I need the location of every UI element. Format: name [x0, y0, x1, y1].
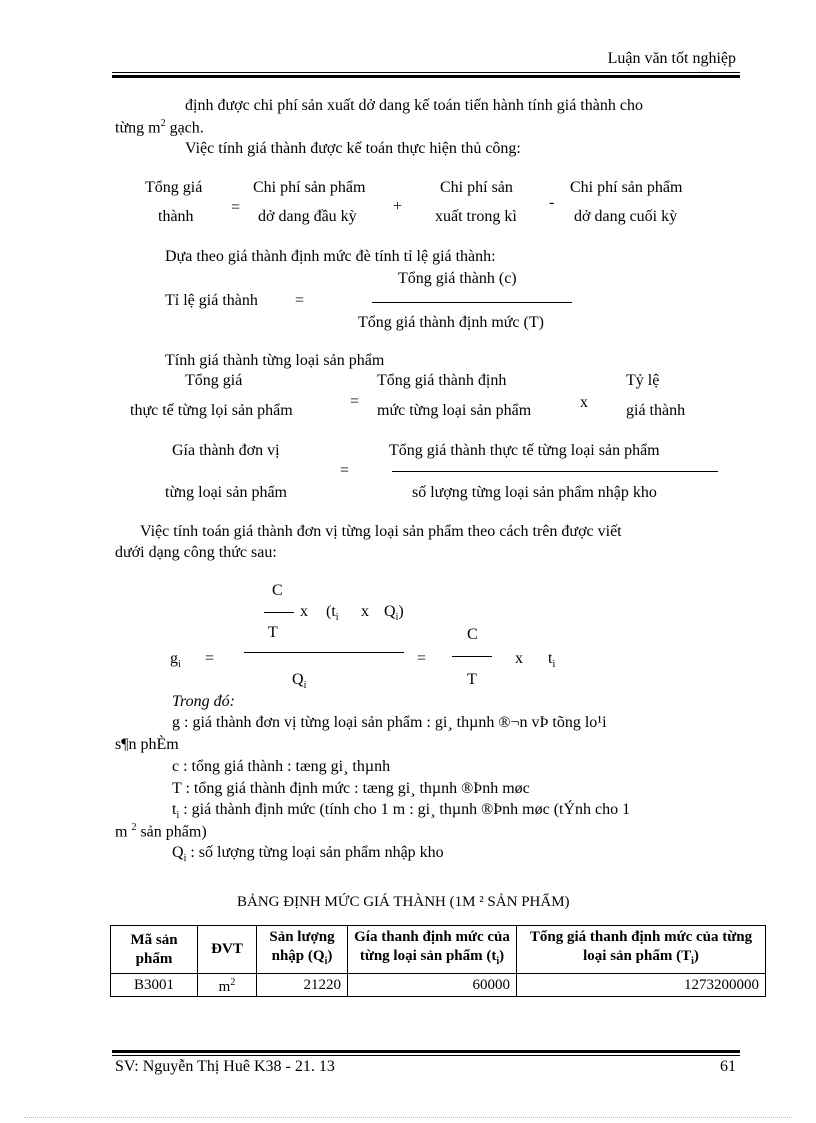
f5-small-fraction-line: [264, 612, 294, 613]
f2-equals: =: [295, 292, 305, 309]
f3-term-a2: thực tế từng lọi sản phẩm: [130, 402, 293, 419]
f1-term-d1: Chi phí sản phẩm: [570, 179, 683, 196]
f5-C-right: C: [467, 626, 478, 643]
f3-times: x: [580, 394, 588, 411]
f2-intro: Dựa theo giá thành định mức đè tính tỉ lệ giá thành:: [165, 248, 496, 265]
f3-term-b1: Tổng giá thành định: [377, 372, 507, 389]
f5-equals-1: =: [205, 650, 215, 667]
f3-term-a1: Tổng giá: [185, 372, 243, 389]
f1-term-d2: dở dang cuối kỳ: [574, 208, 678, 225]
cell-code: B3001: [111, 974, 198, 997]
f2-left: Tỉ lệ giá thành: [165, 292, 258, 309]
f5-times-1: x: [300, 603, 308, 620]
para-line-2: dưới dạng công thức sau:: [115, 544, 277, 561]
page-bottom-divider: [24, 1117, 792, 1118]
footer-author: SV: Nguyễn Thị Huê K38 - 21. 13: [115, 1058, 335, 1075]
f5-paren-t: ($t_i$: [326, 603, 339, 624]
f4-denominator: số lượng từng loại sản phẩm nhập kho: [412, 484, 657, 501]
cell-unit-norm-cost: 60000: [348, 974, 517, 997]
f2-denominator: Tổng giá thành định mức (T): [358, 314, 544, 331]
f1-term-c2: xuất trong kì: [435, 208, 517, 225]
f2-fraction-line: [372, 302, 572, 303]
f1-term-c1: Chi phí sản: [440, 179, 513, 196]
header-rule-thin: [112, 72, 740, 73]
intro-line-2: từng $m^2$ gạch.: [115, 118, 204, 137]
f4-term-a2: từng loại sản phẩm: [165, 484, 287, 501]
f5-times-3: x: [515, 650, 523, 667]
f3-term-c1: Tỷ lệ: [626, 372, 660, 389]
f3-intro: Tính giá thành từng loại sản phẩm: [165, 352, 385, 369]
f4-numerator: Tổng giá thành thực tế từng loại sản phẩm: [389, 442, 660, 459]
f5-C-top: C: [272, 582, 283, 599]
para-line-1: Việc tính toán giá thành đơn vị từng loại sản phẩm theo cách trên được viết: [140, 523, 622, 540]
intro-line-3: Việc tính giá thành được kế toán thực hiện thủ công:: [185, 140, 521, 157]
f5-right-fraction-line: [452, 656, 492, 657]
legend-title: Trong đó:: [172, 693, 235, 710]
f2-numerator: Tổng giá thành (c): [398, 270, 517, 287]
legend-g-line-2: s¶n phÈm: [115, 736, 179, 753]
f3-equals: =: [350, 393, 360, 410]
col-quantity: Sản lượng nhập $(Q_i)$: [257, 926, 348, 974]
col-unit-norm-cost: Gía thanh định mức của từng loại sản phẩm $(t_i)$: [348, 926, 517, 974]
header-rule-thick: [112, 75, 740, 78]
legend-t-line-1: $t_i$ : giá thành định mức (tính cho 1 m : gi¸ thµnh ®Þnh møc (tÝnh cho 1: [172, 801, 631, 822]
f1-term-a1: Tổng giá: [145, 179, 203, 196]
legend-g-line-1: g : giá thành đơn vị từng loại sản phẩm : gi¸ thµnh ®¬n vÞ tõng lo¹i: [172, 714, 607, 731]
f4-term-a1: Gía thành đơn vị: [172, 442, 280, 459]
f1-minus: -: [549, 194, 555, 211]
f5-t: $t_i$: [548, 650, 556, 671]
f4-fraction-line: [392, 471, 718, 472]
legend-Q: $Q_i$ : số lượng từng loại sản phẩm nhập kho: [172, 844, 444, 865]
f1-term-b1: Chi phí sản phẩm: [253, 179, 366, 196]
legend-T: T : tổng giá thành định mức : tæng gi¸ thµnh ®Þnh møc: [172, 780, 530, 797]
f5-main-fraction-line: [244, 652, 404, 653]
table-row: [111, 974, 766, 997]
legend-t-line-2: m $^2$ sản phẩm): [115, 822, 207, 841]
f5-times-2: x: [361, 603, 369, 620]
table-header-row: [111, 926, 766, 974]
f4-equals: =: [340, 462, 350, 479]
f5-equals-2: =: [417, 650, 427, 667]
footer-rule-thin: [112, 1055, 740, 1056]
cell-quantity: 21220: [257, 974, 348, 997]
table-caption: BẢNG ĐỊNH MỨC GIÁ THÀNH (1M ² SẢN PHẨM): [237, 894, 570, 910]
f3-term-c2: giá thành: [626, 402, 686, 419]
f5-T-top: T: [268, 624, 278, 641]
f5-Q-bottom: $Q_i$: [292, 671, 307, 692]
cell-unit: $m^2$: [198, 974, 257, 997]
f5-g: $g_i$: [170, 650, 181, 671]
header-title: Luận văn tốt nghiệp: [607, 50, 736, 67]
col-unit: ĐVT: [198, 926, 257, 974]
f1-term-b2: dở dang đầu kỳ: [258, 208, 357, 225]
f3-term-b2: mức từng loại sản phẩm: [377, 402, 532, 419]
page-number: 61: [720, 1058, 736, 1075]
f1-plus: +: [393, 198, 403, 215]
col-product-code: Mã sản phẩm: [111, 926, 198, 974]
footer-rule-thick: [112, 1050, 740, 1053]
cell-total-norm-cost: 1273200000: [517, 974, 766, 997]
intro-line-1: định được chi phí sản xuất dở dang kế toán tiến hành tính giá thành cho: [185, 97, 643, 114]
f1-equals: =: [231, 199, 241, 216]
f5-Q: $Q_i$): [384, 603, 404, 624]
f5-T-right: T: [467, 671, 477, 688]
f1-term-a2: thành: [158, 208, 194, 225]
norm-table: [110, 925, 766, 997]
legend-c: c : tổng giá thành : tæng gi¸ thµnh: [172, 758, 391, 775]
col-total-norm-cost: Tổng giá thanh định mức của từng loại sản phẩm $(T_i)$: [517, 926, 766, 974]
